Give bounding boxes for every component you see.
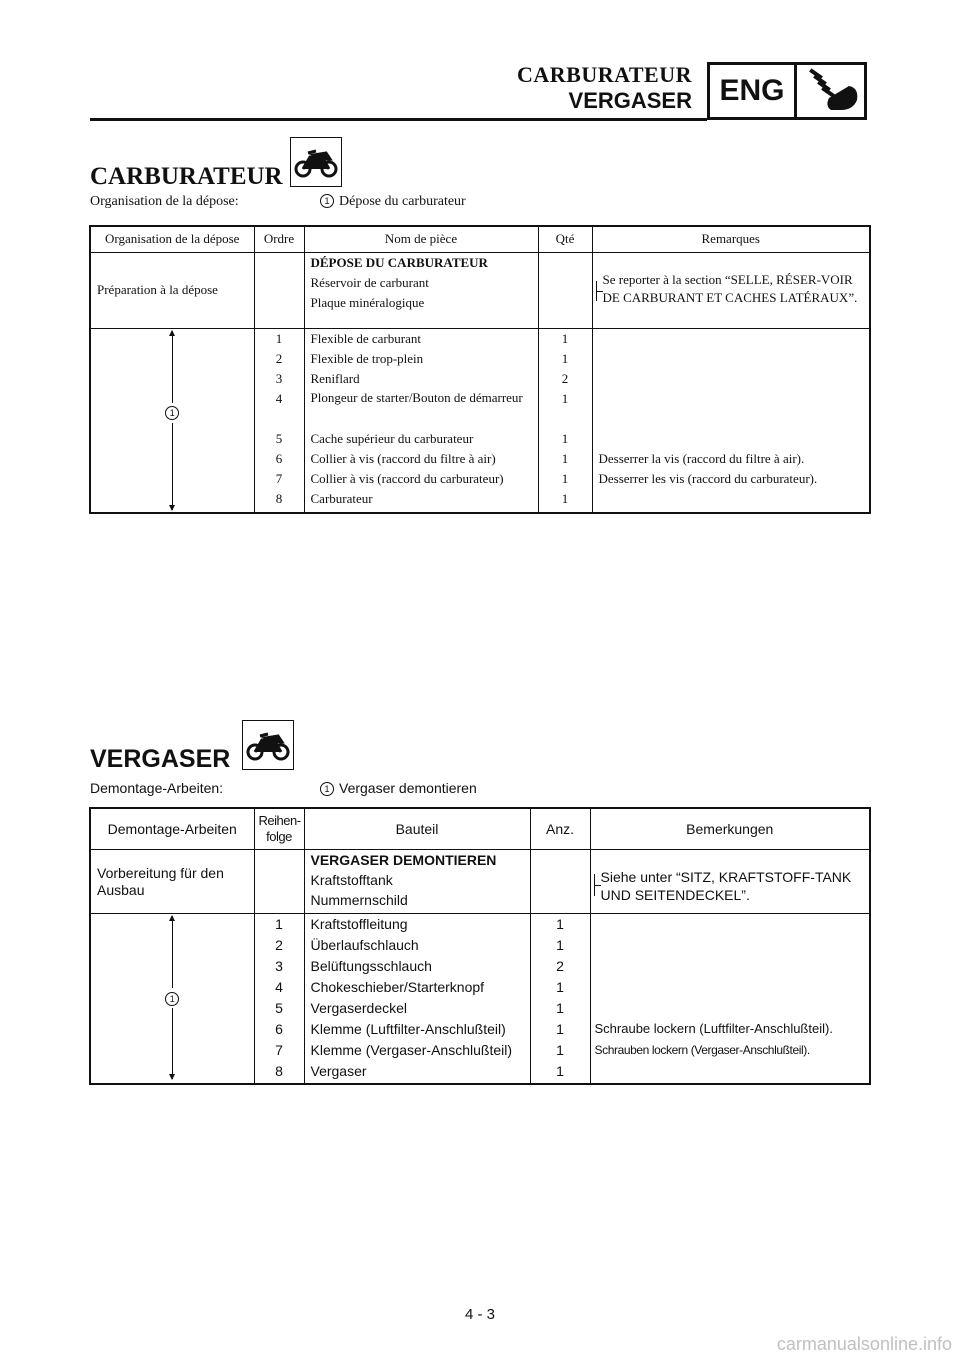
section-title-de: VERGASER — [90, 745, 231, 773]
parts-table-de — [89, 807, 871, 1085]
row-order: 8 — [254, 1061, 304, 1084]
col-header: Qté — [538, 226, 592, 252]
group-number: 1 — [165, 406, 179, 420]
prep-remark: Siehe unter “SITZ, KRAFTSTOFF-TANK UND SEITENDECKEL”. — [600, 869, 852, 903]
row-qty: 1 — [538, 349, 592, 369]
org-value: Dépose du carburateur — [339, 194, 466, 209]
row-remark — [590, 935, 870, 956]
row-part: Chokeschieber/Starterknopf — [304, 977, 530, 998]
header-title-de: VERGASER — [568, 88, 692, 113]
row-remark: Schraube lockern (Luftfilter-Anschlußteil). — [590, 1019, 870, 1040]
row-qty: 1 — [538, 469, 592, 489]
group-number: 1 — [165, 992, 179, 1006]
prep-item: Nummernschild — [310, 892, 408, 908]
row-part: Überlaufschlauch — [304, 935, 530, 956]
row-remark — [592, 429, 870, 449]
row-remark — [592, 349, 870, 369]
row-remark — [592, 389, 870, 429]
row-order: 4 — [254, 977, 304, 998]
col-header: Reihen-folge — [254, 808, 304, 850]
row-order: 1 — [254, 914, 304, 935]
row-order: 6 — [254, 1019, 304, 1040]
remark-bracket — [594, 874, 601, 896]
row-order: 6 — [254, 449, 304, 469]
parts-table-fr — [89, 225, 871, 514]
row-qty: 1 — [530, 935, 590, 956]
row-order: 8 — [254, 489, 304, 513]
row-part: Kraftstoffleitung — [304, 914, 530, 935]
motorcycle-icon — [242, 720, 294, 770]
org-number: 1 — [320, 194, 334, 208]
row-part: Plongeur de starter/Bouton de démarreur — [304, 389, 538, 429]
group-arrow — [90, 914, 254, 1084]
org-label: Organisation de la dépose: — [90, 194, 239, 209]
row-order: 5 — [254, 998, 304, 1019]
row-remark: Desserrer la vis (raccord du filtre à air). — [592, 449, 870, 469]
watermark: carmanualsonline.info — [776, 1334, 952, 1354]
prep-item: Plaque minéralogique — [310, 294, 425, 310]
row-part: Vergaser — [304, 1061, 530, 1084]
row-part: Flexible de trop-plein — [304, 349, 538, 369]
motorcycle-icon — [290, 137, 342, 187]
row-qty: 2 — [538, 369, 592, 389]
remark-bracket — [596, 281, 603, 301]
row-remark: Schrauben lockern (Vergaser-Anschlußteil). — [590, 1040, 870, 1061]
col-header: Remarques — [592, 226, 870, 252]
row-remark — [592, 328, 870, 349]
col-header: Bauteil — [304, 808, 530, 850]
row-remark — [590, 1061, 870, 1084]
row-remark — [592, 489, 870, 513]
row-qty: 1 — [538, 489, 592, 513]
row-order: 7 — [254, 469, 304, 489]
eng-label: ENG — [710, 65, 797, 117]
row-part: Klemme (Vergaser-Anschlußteil) — [304, 1040, 530, 1061]
row-qty: 2 — [530, 956, 590, 977]
header-rule — [90, 118, 707, 121]
col-header: Ordre — [254, 226, 304, 252]
row-part: Carburateur — [304, 489, 538, 513]
row-order: 2 — [254, 935, 304, 956]
prep-heading: DÉPOSE DU CARBURATEUR — [310, 254, 488, 270]
row-order: 7 — [254, 1040, 304, 1061]
row-qty: 1 — [538, 449, 592, 469]
row-qty: 1 — [538, 328, 592, 349]
row-remark — [592, 369, 870, 389]
row-part: Cache supérieur du carburateur — [304, 429, 538, 449]
prep-remark: Se reporter à la section “SELLE, RÉSER-VOIR DE CARBURANT ET CACHES LATÉRAUX”. — [602, 271, 858, 305]
row-remark — [590, 977, 870, 998]
page-number: 4 - 3 — [464, 1306, 495, 1323]
header-title-fr: CARBURATEUR — [517, 62, 692, 87]
org-number: 1 — [320, 782, 334, 796]
row-remark: Desserrer les vis (raccord du carburateur). — [592, 469, 870, 489]
col-header: Demontage-Arbeiten — [90, 808, 254, 850]
org-value: Vergaser demontieren — [339, 780, 477, 796]
row-order: 2 — [254, 349, 304, 369]
row-part: Collier à vis (raccord du filtre à air) — [304, 449, 538, 469]
row-remark — [590, 914, 870, 935]
col-header: Bemerkungen — [590, 808, 870, 850]
row-qty: 1 — [530, 1061, 590, 1084]
row-qty: 1 — [530, 1040, 590, 1061]
row-part: Klemme (Luftfilter-Anschlußteil) — [304, 1019, 530, 1040]
row-qty: 1 — [530, 998, 590, 1019]
row-order: 1 — [254, 328, 304, 349]
section-title-fr: CARBURATEUR — [90, 163, 283, 190]
col-header: Nom de pièce — [304, 226, 538, 252]
row-part: Reniflard — [304, 369, 538, 389]
row-order: 4 — [254, 389, 304, 429]
prep-item: Réservoir de carburant — [310, 274, 429, 290]
row-qty: 1 — [530, 1019, 590, 1040]
row-qty: 1 — [538, 389, 592, 429]
row-order: 3 — [254, 956, 304, 977]
row-order: 3 — [254, 369, 304, 389]
col-header: Anz. — [530, 808, 590, 850]
row-part: Vergaserdeckel — [304, 998, 530, 1019]
group-arrow — [90, 328, 254, 513]
engine-spring-icon — [797, 65, 864, 117]
row-part: Flexible de carburant — [304, 328, 538, 349]
prep-label: Vorbereitung für den Ausbau — [90, 850, 254, 914]
row-part: Collier à vis (raccord du carburateur) — [304, 469, 538, 489]
row-order: 5 — [254, 429, 304, 449]
row-remark — [590, 956, 870, 977]
prep-label: Préparation à la dépose — [90, 252, 254, 328]
row-remark — [590, 998, 870, 1019]
prep-heading: VERGASER DEMONTIEREN — [310, 852, 497, 868]
org-label: Demontage-Arbeiten: — [90, 780, 224, 796]
col-header: Organisation de la dépose — [90, 226, 254, 252]
row-qty: 1 — [530, 977, 590, 998]
row-qty: 1 — [538, 429, 592, 449]
eng-section-tab — [707, 62, 867, 120]
row-qty: 1 — [530, 914, 590, 935]
row-part: Belüftungsschlauch — [304, 956, 530, 977]
prep-item: Kraftstofftank — [310, 872, 393, 888]
